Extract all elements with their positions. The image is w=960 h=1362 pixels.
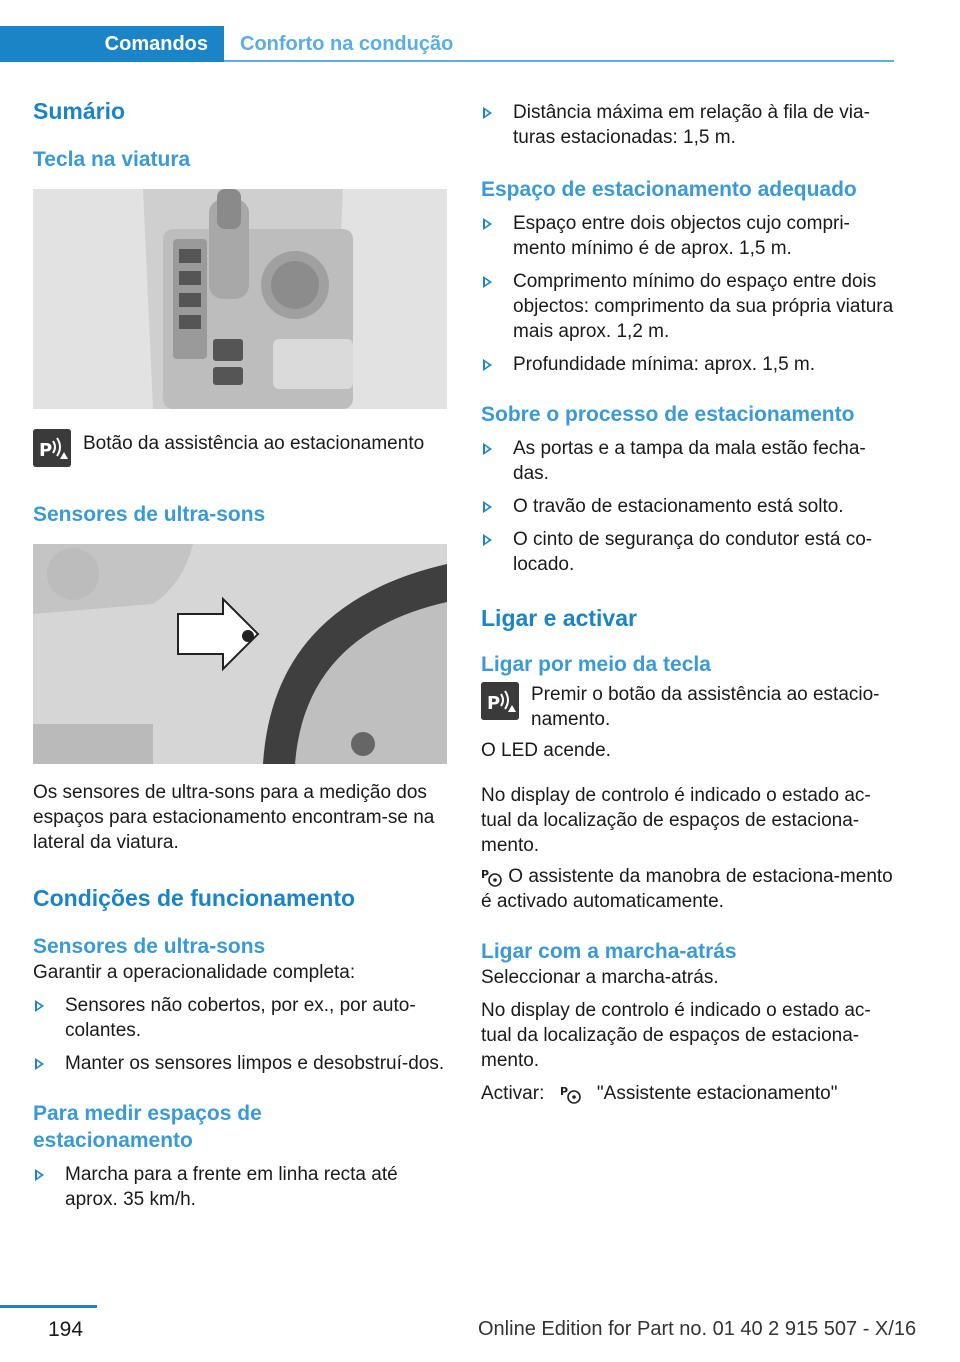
sensor-photo [33, 544, 447, 764]
heading-ligar: Ligar e activar [481, 605, 637, 631]
header-divider [224, 60, 894, 62]
list-item: Distância máxima em relação à fila de via-turas estacionadas: 1,5 m. [481, 100, 897, 150]
caption-button: Botão da assistência ao estacionamento [83, 433, 425, 454]
text-led: O LED acende. [481, 740, 611, 761]
list-item: Espaço entre dois objectos cujo compri-mento mínimo é de aprox. 1,5 m. [481, 211, 897, 261]
page-number: 194 [48, 1318, 84, 1341]
footer-divider [0, 1305, 97, 1308]
page-header [0, 0, 894, 62]
left-column [33, 96, 449, 1212]
parking-maneuver-icon [481, 866, 503, 888]
console-photo [33, 189, 447, 409]
caption-row [33, 429, 449, 467]
heading-medir: Para medir espaços de estacionamento [33, 1102, 262, 1152]
heading-sensores-2: Sensores de ultra-sons [33, 935, 266, 958]
tab-comandos[interactable]: Comandos [0, 26, 224, 62]
console-illustration [33, 189, 447, 409]
heading-processo: Sobre o processo de estacionamento [481, 403, 855, 426]
list-item: Sensores não cobertos, por ex., por auto-colantes. [33, 993, 449, 1043]
parking-maneuver-icon [560, 1083, 582, 1105]
heading-sumario: Sumário [33, 98, 126, 124]
list-item: Marcha para a frente em linha recta até aprox. 35 km/h. [33, 1162, 449, 1212]
right-column [481, 100, 897, 1106]
premir-row [481, 682, 897, 732]
text-sensores: Os sensores de ultra-sons para a medição dos espaços para estacionamento encontram-se na lateral da viatura. [33, 782, 435, 853]
heading-sensores: Sensores de ultra-sons [33, 503, 266, 526]
heading-condicoes: Condições de funcionamento [33, 885, 356, 911]
text-activar-row [481, 1081, 897, 1106]
heading-espaco: Espaço de estacionamento adequado [481, 178, 857, 201]
text-display-2: No display de controlo é indicado o estado ac-tual da localização de espaços de estaciona-mento. [481, 1000, 871, 1071]
text-seleccionar: Seleccionar a marcha-atrás. [481, 967, 719, 988]
list-item: As portas e a tampa da mala estão fecha-das. [481, 436, 897, 486]
park-assist-button-icon [481, 682, 519, 720]
list-item: O cinto de segurança do condutor está co-locado. [481, 527, 897, 577]
list-item: Profundidade mínima: aprox. 1,5 m. [481, 352, 897, 377]
text-premir: Premir o botão da assistência ao estacio-namento. [531, 684, 880, 730]
svg-text:P: P [487, 693, 501, 714]
list-processo [481, 436, 897, 577]
text-activar-label: Activar: [481, 1083, 545, 1104]
heading-ligar-tecla: Ligar por meio da tecla [481, 653, 711, 676]
text-assistente: O assistente da manobra de estaciona-mento é activado automaticamente. [481, 866, 893, 912]
tab-conforto[interactable]: Conforto na condução [240, 32, 454, 55]
text-assistente-row [481, 864, 897, 914]
svg-text:P: P [559, 1084, 568, 1098]
park-assist-button-icon [33, 429, 71, 467]
list-item: O travão de estacionamento está solto. [481, 494, 897, 519]
sensor-illustration [33, 544, 447, 764]
list-sensores [33, 993, 449, 1076]
svg-text:P: P [39, 440, 53, 461]
text-display-1: No display de controlo é indicado o estado ac-tual da localização de espaços de estaciona-mento. [481, 785, 871, 856]
text-garantir: Garantir a operacionalidade completa: [33, 962, 356, 983]
list-espaco [481, 211, 897, 377]
list-item: Comprimento mínimo do espaço entre dois objectos: comprimento da sua própria viatura mais aprox. 1,2 m. [481, 269, 897, 344]
list-top [481, 100, 897, 150]
svg-text:P: P [481, 867, 490, 881]
edition-text: Online Edition for Part no. 01 40 2 915 507 - X/16 [478, 1318, 917, 1340]
heading-tecla: Tecla na viatura [33, 148, 191, 171]
text-activar-value: "Assistente estacionamento" [596, 1083, 838, 1104]
heading-marcha: Ligar com a marcha-atrás [481, 940, 737, 963]
list-item: Manter os sensores limpos e desobstruí-dos. [33, 1051, 449, 1076]
list-medir [33, 1162, 449, 1212]
